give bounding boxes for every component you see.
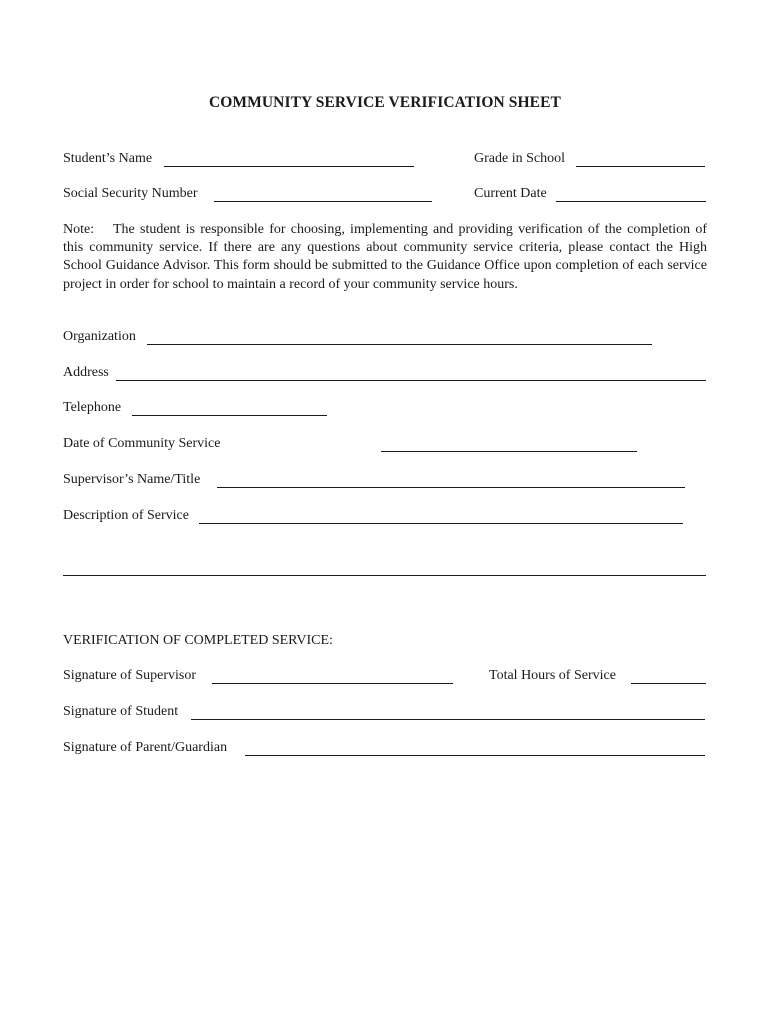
service-date-field[interactable] [381,451,637,452]
service-date-label: Date of Community Service [63,436,221,451]
form-title: COMMUNITY SERVICE VERIFICATION SHEET [208,94,561,111]
organization-field[interactable] [147,344,652,345]
description-field-continued[interactable] [63,575,706,576]
current-date-label: Current Date [474,186,547,201]
grade-label: Grade in School [474,151,565,166]
current-date-field[interactable] [556,201,706,202]
note-paragraph [63,221,707,294]
organization-label: Organization [63,329,136,344]
supervisor-field[interactable] [217,487,685,488]
grade-field[interactable] [576,166,705,167]
parent-signature-field[interactable] [245,755,705,756]
student-signature-label: Signature of Student [63,704,179,719]
telephone-label: Telephone [63,400,122,415]
description-label: Description of Service [63,508,189,523]
note-text: The student is responsible for choosing, implementing and providing verification of the completion of this community service. If there are any questions about community service criteria, please contact the High School Guidance Advisor. This form should be submitted to the Guidance Office upon completion of each service project in order for school to maintain a record of your community service hours. [63,222,707,292]
ssn-label: Social Security Number [63,186,198,201]
student-name-field[interactable] [164,166,414,167]
description-field[interactable] [199,523,683,524]
note-label: Note: [63,222,95,237]
telephone-field[interactable] [132,415,327,416]
supervisor-label: Supervisor’s Name/Title [63,472,201,487]
verification-heading: VERIFICATION OF COMPLETED SERVICE: [63,633,333,648]
address-label: Address [63,365,109,380]
supervisor-signature-field[interactable] [212,683,453,684]
student-signature-field[interactable] [191,719,705,720]
total-hours-label: Total Hours of Service [489,668,616,683]
address-field[interactable] [116,380,706,381]
ssn-field[interactable] [214,201,432,202]
supervisor-signature-label: Signature of Supervisor [63,668,196,683]
parent-signature-label: Signature of Parent/Guardian [63,740,228,755]
total-hours-field[interactable] [631,683,706,684]
student-name-label: Student’s Name [63,151,153,166]
